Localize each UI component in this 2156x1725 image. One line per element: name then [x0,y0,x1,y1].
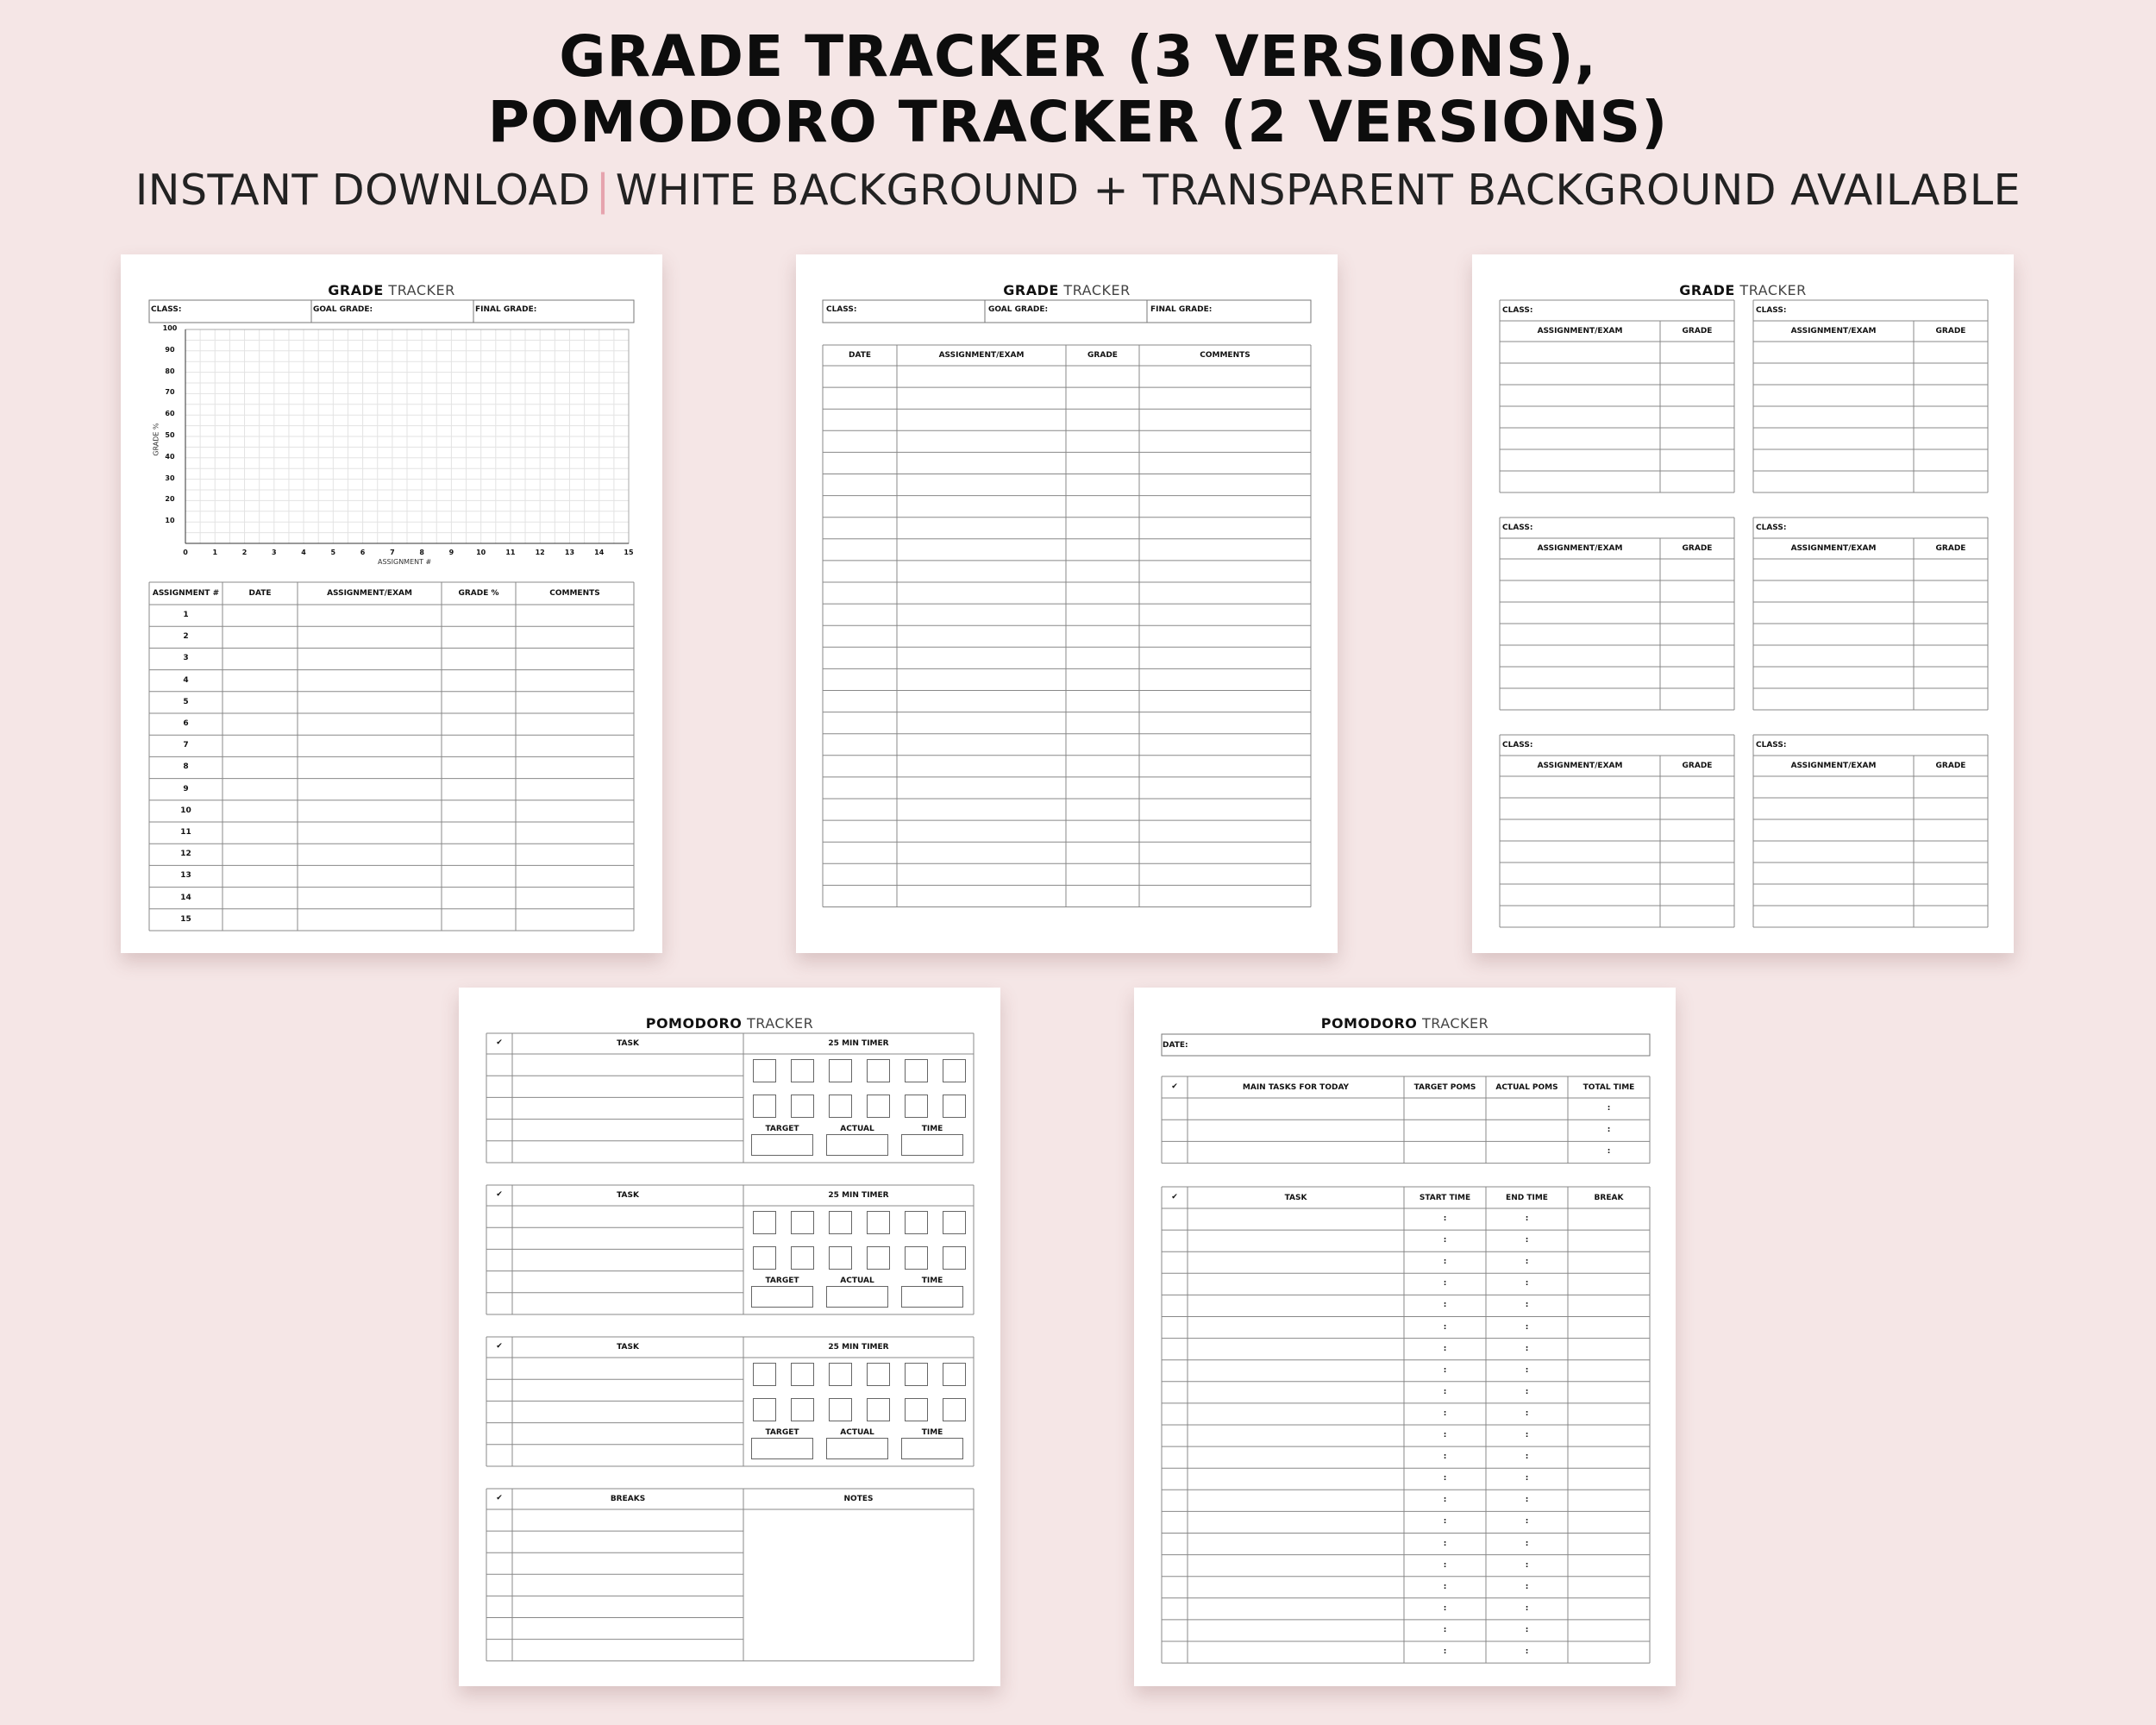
end-time-colon: : [1525,1496,1529,1505]
banner-sub-left: INSTANT DOWNLOAD [135,166,591,215]
start-time-colon: : [1443,1344,1447,1353]
timer-field-box [901,1438,963,1459]
grade-header: GRADE [1935,544,1966,553]
task-header: TASK [617,1343,639,1352]
start-time-colon: : [1443,1517,1447,1527]
assignment-exam-header: ASSIGNMENT/EXAM [1790,544,1877,553]
notes-header: NOTES [843,1495,874,1503]
timer-checkbox [867,1059,890,1082]
total-time-colon: : [1607,1147,1611,1157]
assignment-number: 1 [183,611,189,619]
grade-table-column-header: ASSIGNMENT/EXAM [327,589,412,598]
x-tick-label: 7 [390,549,395,556]
timer-field-box [751,1438,813,1459]
assignment-number: 6 [183,719,189,728]
timer-checkbox [905,1211,928,1234]
timer-checkbox [753,1363,776,1386]
end-time-colon: : [1525,1625,1529,1634]
assignment-exam-header: ASSIGNMENT/EXAM [1790,762,1877,770]
timer-checkbox [867,1095,890,1118]
timer-field-label: TARGET [765,1125,799,1133]
timer-checkbox [943,1363,966,1386]
assignment-number: 11 [180,828,191,837]
timer-field-label: ACTUAL [840,1125,874,1133]
task-column-header: START TIME [1419,1194,1471,1202]
assignment-number: 3 [183,654,189,663]
grade-table-column-header: COMMENTS [549,589,600,598]
assignment-number: 12 [180,850,191,859]
end-time-colon: : [1525,1365,1529,1375]
check-header: ✔ [496,1190,503,1199]
x-tick-label: 10 [476,549,486,556]
task-header: TASK [617,1191,639,1200]
end-time-colon: : [1525,1647,1529,1656]
start-time-colon: : [1443,1236,1447,1245]
end-time-colon: : [1525,1474,1529,1484]
timer-checkbox [905,1363,928,1386]
x-tick-label: 14 [594,549,605,556]
assignment-number: 15 [180,914,191,924]
end-time-colon: : [1525,1408,1529,1418]
x-tick-label: 12 [535,549,545,556]
y-tick-label: 80 [165,367,175,375]
timer-checkbox [867,1398,890,1421]
grade-table-column-header: COMMENTS [1200,351,1250,360]
end-time-colon: : [1525,1517,1529,1527]
start-time-colon: : [1443,1647,1447,1656]
timer-checkbox [791,1095,814,1118]
timer-checkbox [943,1211,966,1234]
start-time-colon: : [1443,1214,1447,1223]
x-tick-label: 13 [564,549,575,556]
timer-checkbox [867,1363,890,1386]
end-time-colon: : [1525,1344,1529,1353]
box-outline [1162,1034,1650,1056]
timer-checkbox [791,1059,814,1082]
grade-table-column-header: GRADE % [458,589,499,598]
grade-table-column-header: DATE [848,351,872,360]
y-tick-label: 30 [165,474,175,482]
class-label: CLASS: [826,305,857,314]
assignment-exam-header: ASSIGNMENT/EXAM [1537,327,1623,336]
x-tick-label: 0 [183,549,188,556]
end-time-colon: : [1525,1387,1529,1396]
timer-field-box [826,1134,888,1156]
start-time-colon: : [1443,1301,1447,1310]
pomodoro-tracker-v2-page [1134,988,1676,1686]
assignment-number: 9 [183,784,189,794]
total-time-colon: : [1607,1126,1611,1135]
main-tasks-column-header: TOTAL TIME [1583,1083,1635,1092]
start-time-colon: : [1443,1474,1447,1484]
timer-field-label: TARGET [765,1428,799,1437]
timer-field-box [901,1134,963,1156]
assignment-exam-header: ASSIGNMENT/EXAM [1537,544,1623,553]
end-time-colon: : [1525,1603,1529,1613]
final-grade-label: FINAL GRADE: [1150,305,1213,314]
timer-header: 25 MIN TIMER [828,1191,889,1200]
grade-header: GRADE [1935,327,1966,336]
y-tick-label: 100 [162,324,178,332]
check-header: ✔ [1171,1082,1178,1091]
timer-field-box [751,1286,813,1308]
start-time-colon: : [1443,1603,1447,1613]
y-tick-label: 10 [165,517,175,525]
start-time-colon: : [1443,1560,1447,1570]
check-header: ✔ [496,1494,503,1502]
timer-checkbox [829,1363,852,1386]
start-time-colon: : [1443,1431,1447,1440]
assignment-number: 2 [183,632,189,642]
grade-table-column-header: ASSIGNMENT # [152,589,220,598]
y-tick-label: 50 [165,431,175,439]
timer-field-label: TIME [921,1276,943,1285]
grade-tracker-v2-page [796,254,1338,953]
check-header: ✔ [496,1342,503,1351]
start-time-colon: : [1443,1452,1447,1462]
y-axis-label: GRADE % [152,423,160,456]
class-label: CLASS: [1502,741,1533,750]
grade-tracker-v3-lines [1472,254,2014,953]
pomodoro-tracker-v1-page [459,988,1000,1686]
task-column-header: BREAK [1594,1194,1624,1202]
end-time-colon: : [1525,1539,1529,1548]
timer-checkbox [791,1398,814,1421]
start-time-colon: : [1443,1258,1447,1267]
start-time-colon: : [1443,1496,1447,1505]
class-label: CLASS: [1756,741,1787,750]
start-time-colon: : [1443,1365,1447,1375]
page-title: GRADE TRACKER [328,282,455,298]
start-time-colon: : [1443,1408,1447,1418]
class-label: CLASS: [1756,306,1787,315]
banner [0,24,2156,215]
timer-field-label: ACTUAL [840,1276,874,1285]
x-tick-label: 9 [448,549,454,556]
end-time-colon: : [1525,1258,1529,1267]
check-header: ✔ [1171,1193,1178,1201]
x-tick-label: 5 [330,549,336,556]
y-tick-label: 40 [165,452,175,461]
start-time-colon: : [1443,1279,1447,1289]
timer-field-label: TIME [921,1125,943,1133]
main-tasks-column-header: MAIN TASKS FOR TODAY [1242,1083,1350,1092]
class-label: CLASS: [1502,306,1533,315]
banner-title-line2: POMODORO TRACKER (2 VERSIONS) [487,89,1669,155]
banner-sub-right: WHITE BACKGROUND + TRANSPARENT BACKGROUND AVAILABLE [615,166,2021,215]
end-time-colon: : [1525,1322,1529,1332]
x-tick-label: 3 [272,549,277,556]
end-time-colon: : [1525,1452,1529,1462]
assignment-number: 14 [180,893,191,902]
timer-checkbox [943,1059,966,1082]
timer-checkbox [753,1211,776,1234]
end-time-colon: : [1525,1214,1529,1223]
grade-table-column-header: GRADE [1087,351,1118,360]
end-time-colon: : [1525,1236,1529,1245]
main-tasks-column-header: ACTUAL POMS [1495,1083,1558,1092]
check-header: ✔ [496,1038,503,1047]
y-tick-label: 90 [165,345,175,354]
timer-field-label: ACTUAL [840,1428,874,1437]
assignment-number: 13 [180,871,191,881]
pomodoro-v2-lines [1134,988,1676,1686]
timer-checkbox [753,1246,776,1270]
end-time-colon: : [1525,1582,1529,1591]
task-header: TASK [617,1039,639,1048]
assignment-number: 8 [183,762,189,772]
timer-checkbox [829,1211,852,1234]
assignment-exam-header: ASSIGNMENT/EXAM [1790,327,1877,336]
timer-checkbox [905,1246,928,1270]
timer-checkbox [905,1398,928,1421]
end-time-colon: : [1525,1301,1529,1310]
start-time-colon: : [1443,1582,1447,1591]
y-tick-label: 60 [165,410,175,418]
grade-tracker-v3-page [1472,254,2014,953]
x-axis-label: ASSIGNMENT # [378,558,432,566]
timer-checkbox [943,1398,966,1421]
assignment-number: 7 [183,741,189,750]
timer-field-box [826,1438,888,1459]
x-tick-label: 11 [505,549,516,556]
timer-checkbox [905,1095,928,1118]
end-time-colon: : [1525,1279,1529,1289]
timer-header: 25 MIN TIMER [828,1343,889,1352]
class-label: CLASS: [1756,524,1787,532]
task-column-header: END TIME [1506,1194,1548,1202]
assignment-number: 10 [180,806,191,815]
timer-checkbox [791,1363,814,1386]
timer-field-box [751,1134,813,1156]
goal-grade-label: GOAL GRADE: [988,305,1049,314]
goal-grade-label: GOAL GRADE: [313,305,373,314]
grade-header: GRADE [1682,544,1713,553]
timer-field-box [901,1286,963,1308]
x-tick-label: 8 [419,549,424,556]
timer-field-label: TARGET [765,1276,799,1285]
timer-header: 25 MIN TIMER [828,1039,889,1048]
timer-checkbox [829,1246,852,1270]
page-title: POMODORO TRACKER [1320,1015,1489,1032]
total-time-colon: : [1607,1104,1611,1113]
x-tick-label: 4 [301,549,306,556]
timer-checkbox [753,1059,776,1082]
assignment-exam-header: ASSIGNMENT/EXAM [1537,762,1623,770]
timer-field-label: TIME [921,1428,943,1437]
grade-header: GRADE [1682,327,1713,336]
start-time-colon: : [1443,1539,1447,1548]
timer-checkbox [829,1095,852,1118]
timer-checkbox [753,1095,776,1118]
timer-checkbox [791,1246,814,1270]
page-title: GRADE TRACKER [1003,282,1131,298]
x-tick-label: 6 [360,549,366,556]
grade-header: GRADE [1935,762,1966,770]
assignment-number: 5 [183,697,189,706]
main-tasks-column-header: TARGET POMS [1413,1083,1476,1092]
x-tick-label: 15 [624,549,634,556]
banner-title-line1: GRADE TRACKER (3 VERSIONS), [559,23,1597,90]
grade-tracker-v1-lines [121,254,662,953]
start-time-colon: : [1443,1322,1447,1332]
grade-table-column-header: ASSIGNMENT/EXAM [938,351,1025,360]
timer-checkbox [867,1246,890,1270]
banner-subtitle [0,166,2156,215]
class-label: CLASS: [151,305,182,314]
banner-sub-separator: | [595,166,611,215]
timer-checkbox [943,1095,966,1118]
timer-checkbox [867,1211,890,1234]
grade-header: GRADE [1682,762,1713,770]
timer-checkbox [943,1246,966,1270]
breaks-header: BREAKS [610,1495,646,1503]
grade-table-column-header: DATE [248,589,272,598]
timer-checkbox [905,1059,928,1082]
date-label: DATE: [1163,1041,1188,1050]
start-time-colon: : [1443,1387,1447,1396]
box-outline [823,300,1311,323]
end-time-colon: : [1525,1560,1529,1570]
page-title: POMODORO TRACKER [645,1015,814,1032]
x-tick-label: 2 [241,549,248,556]
timer-checkbox [829,1059,852,1082]
assignment-number: 4 [183,675,189,685]
page-title: GRADE TRACKER [1679,282,1807,298]
task-column-header: TASK [1284,1194,1307,1202]
start-time-colon: : [1443,1625,1447,1634]
timer-checkbox [829,1398,852,1421]
box-outline [149,300,634,323]
class-label: CLASS: [1502,524,1533,532]
timer-field-box [826,1286,888,1308]
grade-tracker-v1-page [121,254,662,953]
final-grade-label: FINAL GRADE: [475,305,537,314]
end-time-colon: : [1525,1431,1529,1440]
timer-checkbox [753,1398,776,1421]
y-tick-label: 20 [165,495,175,504]
timer-checkbox [791,1211,814,1234]
x-tick-label: 1 [212,549,218,556]
pomodoro-v1-lines [459,988,1000,1686]
y-tick-label: 70 [165,388,175,397]
